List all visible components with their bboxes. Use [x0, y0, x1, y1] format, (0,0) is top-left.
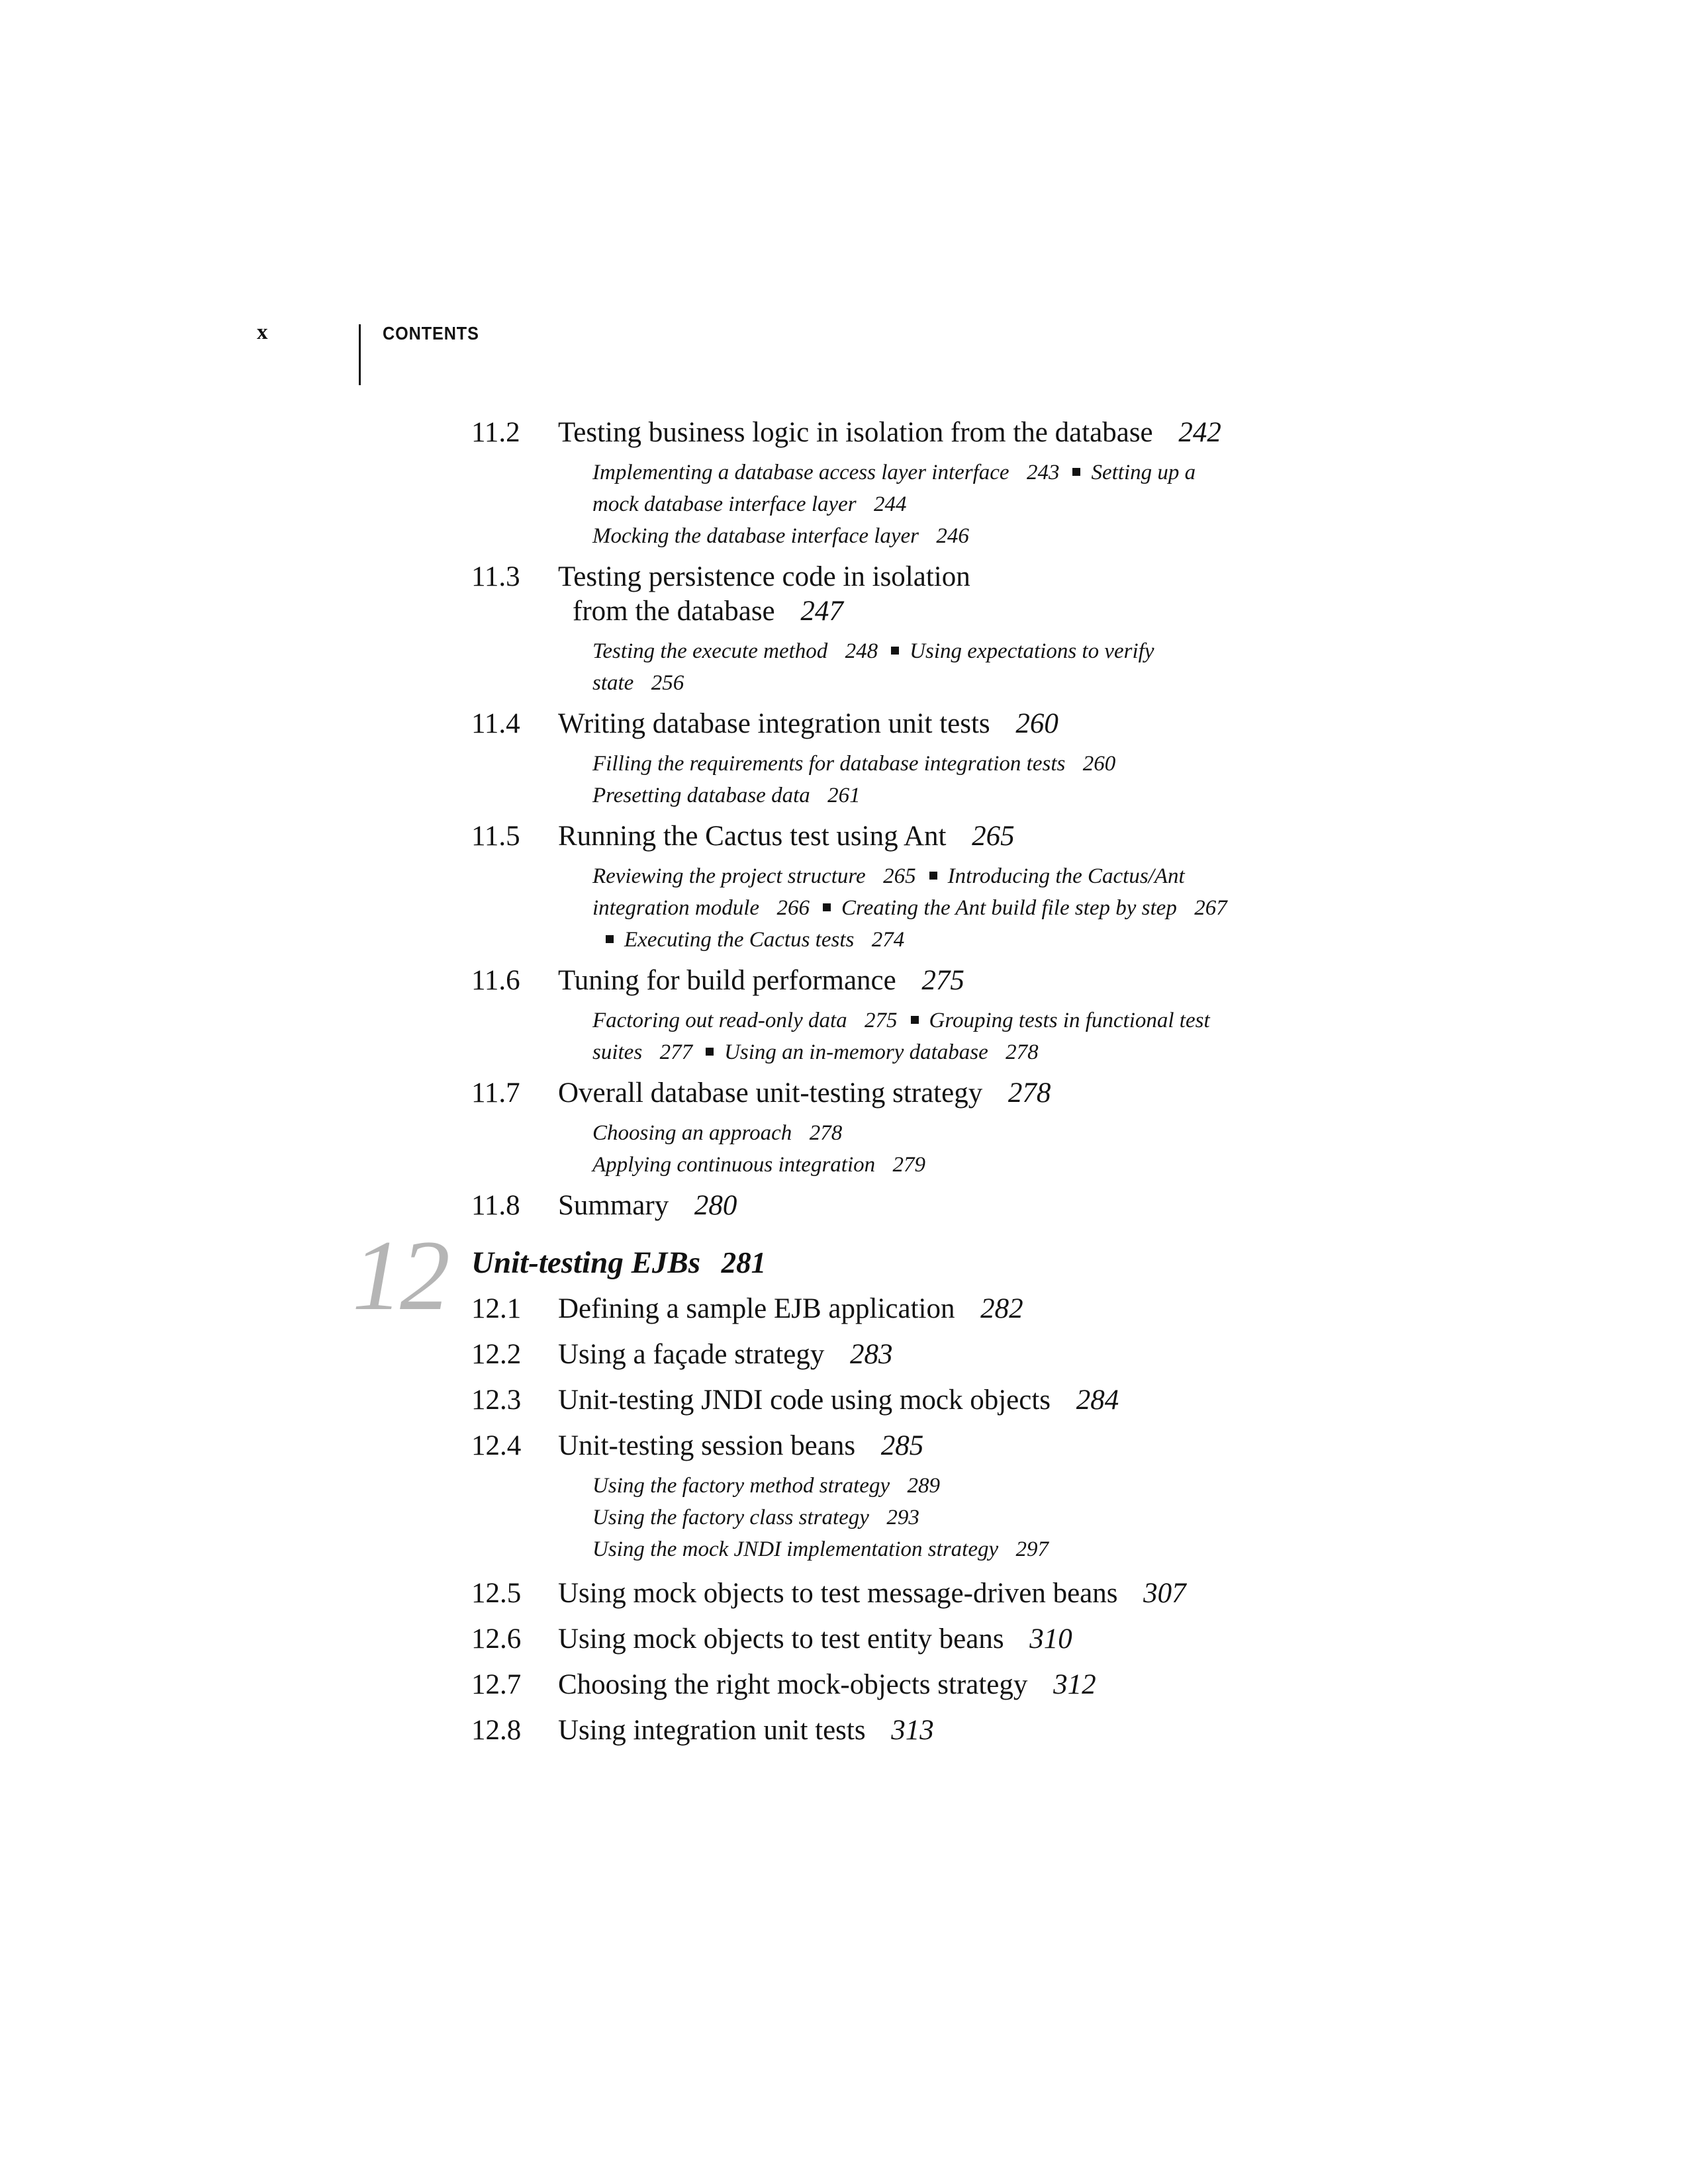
subentry-title: Using an in-memory database [724, 1040, 988, 1064]
subentry-paragraph [592, 1117, 1244, 1149]
square-separator-icon [1072, 468, 1080, 476]
section-number: 12.1 [471, 1293, 522, 1324]
section-subentries [592, 748, 1244, 811]
square-separator-icon [891, 647, 899, 655]
section-page-number: 275 [921, 965, 964, 996]
subentry-page-number: 248 [845, 639, 878, 663]
subentry-title: Reviewing the project structure [592, 864, 866, 888]
subentry-paragraph [592, 1149, 1244, 1181]
subentry-title: Mocking the database interface layer [592, 524, 919, 548]
section-heading [471, 1713, 1325, 1748]
section-number: 11.2 [471, 417, 520, 448]
section-title-line: Choosing the right mock-objects strategy 312 [558, 1669, 1096, 1700]
subentry-title: Executing the Cactus tests [624, 928, 855, 952]
section-number: 11.4 [471, 708, 520, 739]
toc-section-12.7 [471, 1668, 1325, 1702]
subentry-title: Setting up a mock database interface layer [592, 461, 1196, 516]
subentry-page-number: 277 [659, 1040, 693, 1064]
section-title-line: Defining a sample EJB application 282 [558, 1293, 1023, 1324]
section-title [558, 1189, 1325, 1223]
subentry-page-number: 275 [865, 1009, 898, 1032]
subentry-page-number: 267 [1194, 896, 1227, 920]
section-page-number: 283 [850, 1339, 893, 1370]
subentry-page-number: 278 [1006, 1040, 1039, 1064]
section-subentries [592, 457, 1244, 552]
toc-section-12.4 [471, 1429, 1325, 1565]
toc-section-12.5 [471, 1576, 1325, 1611]
square-separator-icon [823, 903, 831, 911]
subentry-paragraph [592, 1533, 1244, 1565]
section-heading [471, 1338, 1325, 1372]
section-title-line: Writing database integration unit tests 260 [558, 708, 1058, 739]
section-title [558, 964, 1325, 998]
section-number: 12.6 [471, 1623, 522, 1655]
subentry-paragraph [592, 1005, 1244, 1068]
toc-section-11.8 [471, 1189, 1325, 1223]
subentry-paragraph [592, 748, 1244, 780]
subentry-title: Factoring out read-only data [592, 1009, 847, 1032]
section-title [558, 1292, 1325, 1326]
section-heading [471, 964, 1325, 998]
subentry-title: Implementing a database access layer interface [592, 461, 1009, 484]
subentry-paragraph [592, 457, 1244, 520]
toc-section-12.8 [471, 1713, 1325, 1748]
toc [352, 416, 1325, 1759]
section-title-line: Using mock objects to test message-driven beans 307 [558, 1578, 1186, 1609]
toc-section-11.4 [471, 707, 1325, 811]
section-heading [471, 707, 1325, 741]
chapter-big-number: 12 [352, 1220, 447, 1331]
subentry-paragraph [592, 520, 1244, 552]
section-number: 11.6 [471, 965, 520, 996]
subentry-title: Presetting database data [592, 784, 810, 807]
toc-section-11.7 [471, 1076, 1325, 1181]
section-subentries [592, 1117, 1244, 1181]
section-page-number: 278 [1008, 1077, 1051, 1109]
section-page-number: 280 [694, 1190, 737, 1221]
section-title [558, 1429, 1325, 1463]
section-subentries [592, 860, 1244, 956]
subentry-paragraph [592, 780, 1244, 811]
toc-section-12.1 [471, 1292, 1325, 1326]
subentry-paragraph [592, 1470, 1244, 1502]
subentry-title: Introducing the Cactus/Ant integration module [592, 864, 1185, 920]
section-title [558, 819, 1325, 854]
toc-section-11.6 [471, 964, 1325, 1068]
toc-section-12.6 [471, 1622, 1325, 1657]
subentry-title: Using the mock JNDI implementation strategy [592, 1537, 999, 1561]
section-heading [471, 1429, 1325, 1463]
subentry-page-number: 278 [809, 1121, 843, 1145]
section-heading [471, 560, 1325, 629]
section-title-line: Using a façade strategy 283 [558, 1339, 893, 1370]
square-separator-icon [706, 1048, 714, 1056]
subentry-title: Using expectations to verify state [592, 639, 1154, 695]
section-title [558, 1076, 1325, 1111]
toc-section-12.2 [471, 1338, 1325, 1372]
section-title-line: from the database 247 [573, 596, 843, 627]
section-title [558, 1713, 1325, 1748]
section-heading [471, 1622, 1325, 1657]
subentry-page-number: 297 [1015, 1537, 1049, 1561]
section-title [558, 560, 1325, 629]
section-heading [471, 1576, 1325, 1611]
section-page-number: 282 [980, 1293, 1023, 1324]
section-heading [471, 1292, 1325, 1326]
section-heading [471, 416, 1325, 450]
subentry-page-number: 279 [892, 1153, 926, 1177]
section-page-number: 313 [891, 1715, 934, 1746]
section-title [558, 707, 1325, 741]
subentry-page-number: 243 [1026, 461, 1060, 484]
section-page-number: 307 [1143, 1578, 1186, 1609]
toc-section-11.2 [471, 416, 1325, 552]
section-page-number: 265 [972, 821, 1015, 852]
subentry-title: Using the factory method strategy [592, 1474, 890, 1498]
section-number: 12.8 [471, 1715, 522, 1746]
section-number: 11.5 [471, 821, 520, 852]
subentry-paragraph [592, 1502, 1244, 1533]
running-title: CONTENTS [383, 323, 479, 343]
section-title [558, 1576, 1325, 1611]
subentry-page-number: 274 [871, 928, 905, 952]
subentry-page-number: 265 [883, 864, 916, 888]
section-title-line: Using mock objects to test entity beans 310 [558, 1623, 1072, 1655]
chapter-page-number: 281 [721, 1246, 767, 1279]
section-page-number: 285 [880, 1430, 924, 1461]
section-heading [471, 1668, 1325, 1702]
section-heading [471, 1383, 1325, 1418]
section-number: 12.4 [471, 1430, 522, 1461]
subentry-page-number: 293 [886, 1506, 919, 1529]
subentry-title: Grouping tests in functional test suites [592, 1009, 1210, 1064]
section-title [558, 1622, 1325, 1657]
section-title [558, 1338, 1325, 1372]
subentry-title: Using the factory class strategy [592, 1506, 869, 1529]
section-title [558, 1668, 1325, 1702]
square-separator-icon [911, 1016, 919, 1024]
section-title-line: Tuning for build performance 275 [558, 965, 964, 996]
subentry-page-number: 246 [936, 524, 969, 548]
subentry-page-number: 261 [827, 784, 861, 807]
header-divider-rule [359, 324, 361, 385]
section-subentries [592, 1470, 1244, 1565]
subentry-page-number: 289 [907, 1474, 940, 1498]
section-title [558, 1383, 1325, 1418]
section-page-number: 284 [1076, 1385, 1119, 1416]
subentry-page-number: 266 [776, 896, 810, 920]
square-separator-icon [606, 935, 614, 943]
subentry-page-number: 256 [651, 671, 684, 695]
section-subentries [592, 635, 1244, 699]
section-title-line: Testing business logic in isolation from the database 242 [558, 417, 1221, 448]
toc-section-11.5 [471, 819, 1325, 956]
page-folio: x [257, 320, 268, 344]
section-number: 12.2 [471, 1339, 522, 1370]
section-title-line: Using integration unit tests 313 [558, 1715, 934, 1746]
section-title [558, 416, 1325, 450]
section-number: 12.7 [471, 1669, 522, 1700]
section-heading [471, 819, 1325, 854]
square-separator-icon [929, 872, 937, 880]
subentry-title: Testing the execute method [592, 639, 828, 663]
toc-section-11.3 [471, 560, 1325, 699]
subentry-title: Applying continuous integration [592, 1153, 876, 1177]
section-title-line: Overall database unit-testing strategy 278 [558, 1077, 1051, 1109]
section-page-number: 242 [1178, 417, 1221, 448]
section-number: 11.3 [471, 561, 520, 592]
subentry-page-number: 260 [1082, 752, 1116, 776]
section-number: 12.5 [471, 1578, 522, 1609]
section-page-number: 310 [1029, 1623, 1072, 1655]
section-heading [471, 1076, 1325, 1111]
subentry-title: Choosing an approach [592, 1121, 792, 1145]
section-heading [471, 1189, 1325, 1223]
subentry-page-number: 244 [874, 492, 907, 516]
toc-section-12.3 [471, 1383, 1325, 1418]
subentry-paragraph [592, 860, 1244, 956]
section-number: 11.8 [471, 1190, 520, 1221]
section-title-line: Running the Cactus test using Ant 265 [558, 821, 1015, 852]
subentry-title: Creating the Ant build file step by step [841, 896, 1177, 920]
subentry-paragraph [592, 635, 1244, 699]
section-page-number: 260 [1015, 708, 1058, 739]
section-title-line: Unit-testing JNDI code using mock objects 284 [558, 1385, 1119, 1416]
section-title-line: Summary 280 [558, 1190, 737, 1221]
section-page-number: 247 [800, 596, 843, 627]
section-page-number: 312 [1053, 1669, 1096, 1700]
subentry-title: Filling the requirements for database integration tests [592, 752, 1066, 776]
section-subentries [592, 1005, 1244, 1068]
section-number: 11.7 [471, 1077, 520, 1109]
section-number: 12.3 [471, 1385, 522, 1416]
section-title-line: Unit-testing session beans 285 [558, 1430, 924, 1461]
section-title-line: Testing persistence code in isolation [558, 561, 970, 592]
chapter-title: Unit-testing EJBs [471, 1246, 701, 1280]
